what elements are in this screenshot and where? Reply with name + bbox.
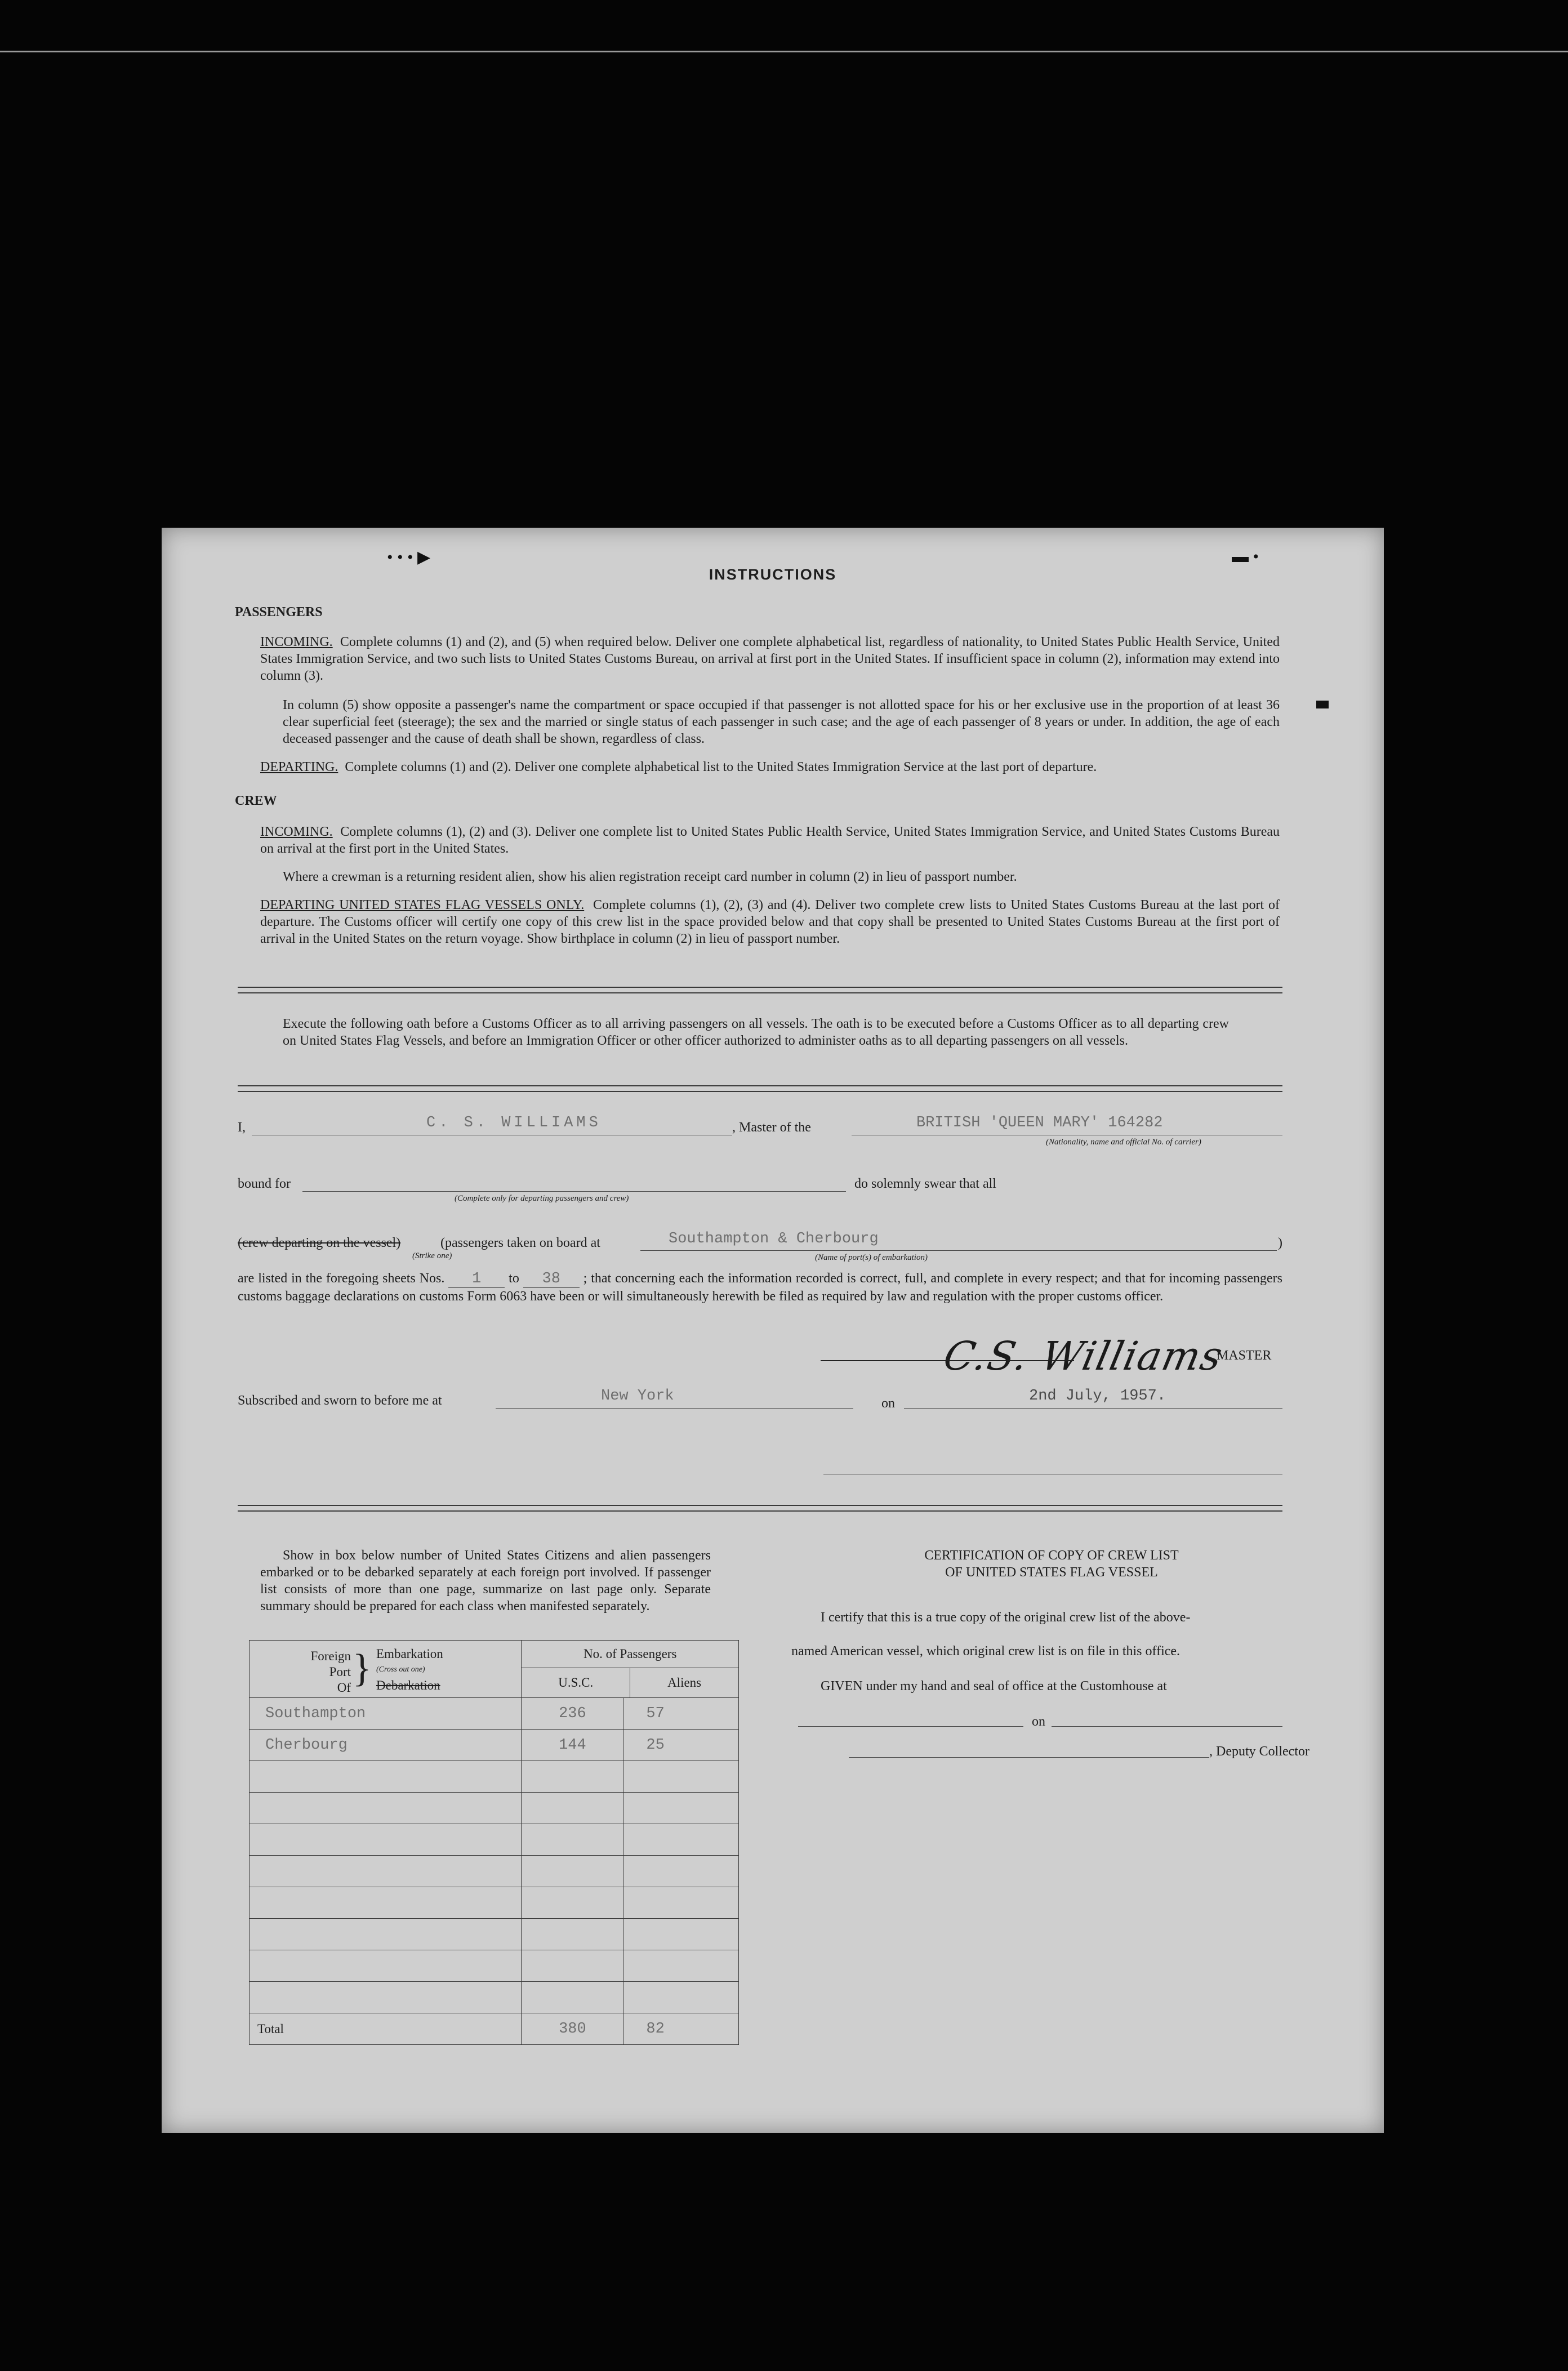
ports-value: Southampton & Cherbourg	[669, 1231, 879, 1247]
sworn-date-line	[904, 1408, 1282, 1409]
passengers-incoming-label: INCOMING.	[260, 635, 333, 649]
listed-paragraph	[238, 1270, 1282, 1305]
scan-border-line	[0, 51, 1568, 52]
passengers-taken-label: (passengers taken on board at	[440, 1236, 600, 1250]
sworn-place-value: New York	[601, 1388, 674, 1405]
crew-flag-label: DEPARTING UNITED STATES FLAG VESSELS ONLY.	[260, 898, 585, 912]
sheet-to-value: 38	[523, 1271, 580, 1288]
ports-close-paren: )	[1278, 1236, 1282, 1250]
deputy-line	[849, 1757, 1209, 1758]
passenger-summary-table	[249, 1640, 739, 2045]
separator-double-2	[238, 1085, 1282, 1092]
passengers-departing-label: DEPARTING.	[260, 760, 338, 774]
to-label: to	[509, 1271, 519, 1286]
crew-flag-paragraph	[260, 897, 1280, 947]
head-foreign: Foreign	[310, 1649, 351, 1663]
vessel-value: BRITISH 'QUEEN MARY' 164282	[916, 1115, 1163, 1131]
table-row	[250, 1698, 739, 1730]
master-label: MASTER	[1217, 1348, 1272, 1363]
table-row-empty	[250, 1919, 739, 1950]
sheet-from-value: 1	[448, 1271, 505, 1288]
separator-double-3	[238, 1505, 1282, 1512]
master-name-value: C. S. WILLIAMS	[426, 1115, 602, 1131]
scan-mark: ▬ •	[1232, 547, 1259, 566]
passengers-departing-text: Complete columns (1) and (2). Deliver one complete alphabetical list to the United States Immigration Service at the last port of departure.	[345, 760, 1097, 774]
row-aliens: 25	[623, 1730, 739, 1761]
ports-caption: (Name of port(s) of embarkation)	[815, 1253, 928, 1262]
row-aliens: 57	[623, 1698, 739, 1730]
table-row-empty	[250, 1887, 739, 1919]
head-port: Port	[329, 1665, 351, 1679]
table-row-empty	[250, 1761, 739, 1793]
total-aliens: 82	[623, 2013, 739, 2045]
separator-double-1	[238, 987, 1282, 993]
table-row-empty	[250, 1982, 739, 2013]
passengers-incoming-paragraph	[260, 634, 1280, 684]
certification-on-label: on	[1032, 1714, 1045, 1729]
head-debarkation: Debarkation	[376, 1678, 440, 1692]
passengers-column5-paragraph: In column (5) show opposite a passenger's name the compartment or space occupied if that passenger is not allotted space for his or her exclusive use in the proportion of at least 36 clear superficial feet (steerage); the sex and the married or single status of each passenger in such case; and the age of each passenger of 8 years or under. In addition, the age of each deceased passenger and the cause of death shall be shown, regardless of class.	[283, 698, 1280, 746]
row-port: Cherbourg	[250, 1730, 522, 1761]
oath-i-label: I,	[238, 1120, 246, 1135]
head-crossout: (Cross out one)	[376, 1665, 425, 1674]
head-aliens: Aliens	[667, 1675, 702, 1690]
head-brace: }	[353, 1647, 372, 1690]
head-usc: U.S.C.	[522, 1668, 630, 1697]
total-label: Total	[250, 2013, 522, 2045]
summary-head-passengers	[522, 1641, 739, 1698]
master-of-label: , Master of the	[732, 1120, 811, 1135]
bound-for-label: bound for	[238, 1176, 291, 1191]
certification-date-line	[1052, 1726, 1282, 1727]
passengers-heading: PASSENGERS	[235, 605, 323, 620]
certification-text-2: named American vessel, which original crew list is on file in this office.	[791, 1644, 1181, 1659]
certification-title-2: OF UNITED STATES FLAG VESSEL	[945, 1565, 1158, 1580]
table-row	[250, 1730, 739, 1761]
row-port: Southampton	[250, 1698, 522, 1730]
certification-title-1: CERTIFICATION OF COPY OF CREW LIST	[924, 1548, 1179, 1563]
certification-given: GIVEN under my hand and seal of office at the Customhouse at	[821, 1679, 1167, 1693]
table-row-empty	[250, 1793, 739, 1824]
crew-departing-struck: (crew departing on the vessel)	[238, 1236, 401, 1250]
passengers-departing-paragraph	[260, 759, 1280, 776]
sworn-on-label: on	[881, 1396, 895, 1411]
strike-one-caption: (Strike one)	[412, 1251, 452, 1260]
passengers-incoming-text: Complete columns (1) and (2), and (5) when required below. Deliver one complete alphabetical list, regardless of nationality, to United States Public Health Service, United States Immigration Service, and two such lists to United States Customs Bureau, on arrival at first port in the United States. If insufficient space in column (2), information may extend into column (3).	[260, 635, 1280, 683]
crew-resident-paragraph: Where a crewman is a returning resident alien, show his alien registration receipt card number in column (2) in lieu of passport number.	[283, 870, 1017, 884]
table-row-empty	[250, 1856, 739, 1887]
deputy-collector-label: , Deputy Collector	[1209, 1744, 1309, 1759]
table-row-empty	[250, 1950, 739, 1982]
swear-label: do solemnly swear that all	[854, 1176, 996, 1191]
ports-line	[640, 1250, 1277, 1251]
master-signature: C.S. Williams	[939, 1333, 1228, 1379]
listed-label: are listed in the foregoing sheets Nos.	[238, 1271, 445, 1286]
crew-incoming-paragraph	[260, 823, 1280, 857]
table-row-total	[250, 2013, 739, 2045]
instructions-title: INSTRUCTIONS	[709, 566, 837, 583]
crew-heading: CREW	[235, 794, 277, 808]
crew-flag-text: Complete columns (1), (2), (3) and (4). Deliver two complete crew lists to United States Customs Bureau at the last port of departure. The Customs officer will certify one copy of this crew list in the space provided below and that copy shall be presented to United States Customs Bureau at the first port of arrival in the United States on the return voyage. Show birthplace in column (2) in lieu of passport number.	[260, 898, 1280, 946]
vessel-caption: (Nationality, name and official No. of carrier)	[1046, 1138, 1201, 1147]
summary-head-port	[250, 1641, 522, 1698]
listed-tail: ; that concerning each the information recorded is correct, full, and complete in every respect; and that for incoming passengers customs baggage declarations on customs Form 6063 have been or will simultaneously herewith be filed as required by law and regulation with the proper customs officer.	[238, 1271, 1283, 1304]
bound-for-caption: (Complete only for departing passengers and crew)	[455, 1194, 629, 1203]
table-row-empty	[250, 1824, 739, 1856]
scan-blot	[1316, 701, 1329, 708]
subscribed-label: Subscribed and sworn to before me at	[238, 1393, 442, 1408]
row-usc: 236	[522, 1698, 623, 1730]
crew-incoming-label: INCOMING.	[260, 824, 333, 839]
document-page	[162, 528, 1384, 2133]
row-usc: 144	[522, 1730, 623, 1761]
sworn-place-line	[496, 1408, 853, 1409]
scan-dots: • • • ▶	[387, 548, 431, 567]
oath-intro: Execute the following oath before a Customs Officer as to all arriving passengers on all vessels. The oath is to be executed before a Customs Officer as to all departing crew on United States Flag Vessels, and before an Immigration Officer or other officer authorized to administer oaths as to all departing passengers on all vessels.	[283, 1017, 1229, 1048]
sworn-date-value: 2nd July, 1957.	[1029, 1388, 1166, 1405]
bound-for-line	[302, 1191, 846, 1192]
total-usc: 380	[522, 2013, 623, 2045]
summary-intro: Show in box below number of United States Citizens and alien passengers embarked or to be debarked separately at each foreign port involved. If passenger list consists of more than one page, summarize on last page only. Separate summary should be prepared for each class when manifested separately.	[260, 1548, 711, 1614]
customhouse-line	[798, 1726, 1023, 1727]
head-no-passengers: No. of Passengers	[522, 1641, 738, 1668]
head-embarkation: Embarkation	[376, 1647, 443, 1661]
certification-text-1: I certify that this is a true copy of the original crew list of the above-	[821, 1610, 1191, 1625]
crew-incoming-text: Complete columns (1), (2) and (3). Deliver one complete list to United States Public Health Service, United States Immigration Service, and United States Customs Bureau on arrival at the first port in the United States.	[260, 824, 1280, 856]
head-of: Of	[337, 1681, 351, 1695]
signature-line	[821, 1360, 1074, 1361]
